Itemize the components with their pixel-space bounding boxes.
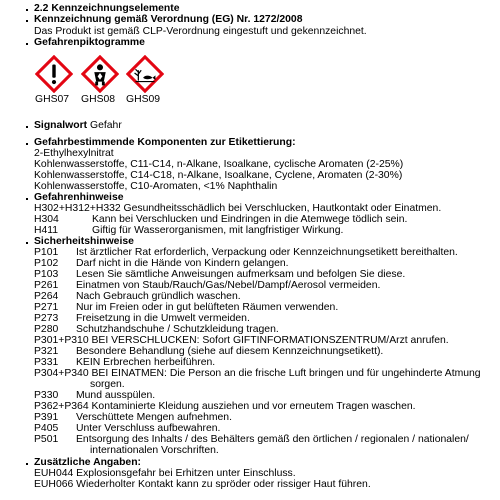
precaution-statement	[34, 423, 221, 435]
precaution-code: P102	[34, 258, 59, 269]
hazard-statement	[34, 214, 408, 226]
precaution-text: Nach Gebrauch gründlich waschen.	[76, 291, 241, 302]
bullet	[26, 43, 28, 45]
precaution-text: Einatmen von Staub/Rauch/Gas/Nebel/Dampf/Aerosol vermeiden.	[76, 280, 381, 291]
regulation-note: Das Produkt ist gemäß CLP-Verordnung eingestuft und gekennzeichnet.	[34, 26, 367, 37]
precaution-statement	[34, 412, 232, 424]
precaution-statement	[34, 434, 469, 446]
health-hazard-icon	[81, 55, 119, 93]
precaution-text: KEIN Erbrechen herbeiführen.	[76, 357, 216, 368]
precaution-statement: P362+P364 Kontaminierte Kleidung ausziehen und vor erneutem Tragen waschen.	[34, 401, 416, 412]
hazard-code: H304	[34, 214, 59, 225]
precaution-heading: Sicherheitshinweise	[34, 236, 134, 247]
hazard-code: H411	[34, 225, 59, 236]
bullet	[26, 20, 28, 22]
bullet	[26, 143, 28, 145]
additional-item: EUH066 Wiederholter Kontakt kann zu spröder oder rissiger Haut führen.	[34, 479, 371, 490]
precaution-statement	[34, 269, 406, 281]
hazard-statement: H302+H312+H332 Gesundheitsschädlich bei Verschlucken, Hautkontakt oder Einatmen.	[34, 203, 442, 214]
precaution-code: P405	[34, 423, 59, 434]
hazard-statement	[34, 225, 344, 237]
precaution-text: Schutzhandschuhe / Schutzkleidung tragen.	[76, 324, 279, 335]
component-item: Kohlenwasserstoffe, C11-C14, n-Alkane, Isoalkane, cyclische Aromaten (2-25%)	[34, 159, 404, 170]
precaution-code: P101	[34, 247, 59, 258]
precaution-statement	[34, 247, 458, 259]
environment-icon	[126, 55, 164, 93]
precaution-code: P330	[34, 390, 59, 401]
precaution-statement	[34, 390, 156, 402]
bullet	[26, 198, 28, 200]
section-title: 2.2 Kennzeichnungselemente	[34, 3, 180, 14]
precaution-statement	[34, 258, 289, 270]
precaution-continuation: sorgen.	[90, 379, 125, 390]
bullet	[26, 126, 28, 128]
precaution-code: P391	[34, 412, 59, 423]
bullet	[26, 463, 28, 465]
precaution-statement: P301+P310 BEI VERSCHLUCKEN: Sofort GIFTINFORMATIONSZENTRUM/Arzt anrufen.	[34, 335, 449, 346]
precaution-code: P280	[34, 324, 59, 335]
precaution-text: Verschüttete Mengen aufnehmen.	[76, 412, 232, 423]
precaution-text: Entsorgung des Inhalts / des Behälters gemäß den örtlichen / regionalen / nationalen/	[76, 434, 469, 445]
signal-word-value: Gefahr	[90, 120, 122, 131]
precaution-statement	[34, 291, 241, 303]
hazard-heading: Gefahrenhinweise	[34, 192, 124, 203]
precaution-statement	[34, 280, 381, 292]
precaution-text: Freisetzung in die Umwelt vermeiden.	[76, 313, 250, 324]
hazard-text: Kann bei Verschlucken und Eindringen in die Atemwege tödlich sein.	[92, 214, 408, 225]
pictogram-label-ghs08: GHS08	[81, 94, 116, 105]
exclamation-mark-icon	[35, 55, 73, 93]
bullet	[26, 9, 28, 11]
pictograms-heading: Gefahrenpiktogramme	[34, 37, 145, 48]
hazard-text: Giftig für Wasserorganismen, mit langfristiger Wirkung.	[92, 225, 344, 236]
precaution-code: P321	[34, 346, 59, 357]
precaution-text: Nur im Freien oder in gut belüfteten Räumen verwenden.	[76, 302, 339, 313]
component-item: Kohlenwasserstoffe, C10-Aromaten, <1% Naphthalin	[34, 181, 278, 192]
precaution-code: P271	[34, 302, 59, 313]
precaution-text: Besondere Behandlung (siehe auf diesem Kennzeichnungsetikett).	[76, 346, 384, 357]
signal-word	[34, 120, 122, 132]
precaution-statement	[34, 313, 250, 325]
precaution-text: Mund ausspülen.	[76, 390, 156, 401]
additional-heading: Zusätzliche Angaben:	[34, 457, 141, 468]
pictogram-label-ghs09: GHS09	[126, 94, 161, 105]
precaution-text: Lesen Sie sämtliche Anweisungen aufmerksam und befolgen Sie diese.	[76, 269, 406, 280]
precaution-text: Unter Verschluss aufbewahren.	[76, 423, 221, 434]
pictogram-row	[26, 54, 206, 106]
precaution-continuation: internationalen Vorschriften.	[90, 445, 219, 456]
precaution-statement	[34, 324, 279, 336]
precaution-statement	[34, 302, 339, 314]
precaution-statement	[34, 346, 384, 358]
precaution-code: P261	[34, 280, 59, 291]
precaution-text: Darf nicht in die Hände von Kindern gelangen.	[76, 258, 289, 269]
components-heading: Gefahrbestimmende Komponenten zur Etikettierung:	[34, 137, 296, 148]
precaution-code: P501	[34, 434, 59, 445]
signal-word-label: Signalwort	[34, 120, 88, 131]
additional-item: EUH044 Explosionsgefahr bei Erhitzen unter Einschluss.	[34, 468, 296, 479]
precaution-code: P273	[34, 313, 59, 324]
precaution-statement: P304+P340 BEI EINATMEN: Die Person an die frische Luft bringen und für ungehinderte Atmung	[34, 368, 481, 379]
precaution-code: P264	[34, 291, 59, 302]
precaution-text: Ist ärztlicher Rat erforderlich, Verpackung oder Kennzeichnungsetikett bereithalten.	[76, 247, 458, 258]
regulation-heading: Kennzeichnung gemäß Verordnung (EG) Nr. 1272/2008	[34, 14, 303, 25]
component-item: Kohlenwasserstoffe, C14-C18, n-Alkane, Isoalkane, Cyclene, Aromaten (2-30%)	[34, 170, 403, 181]
pictogram-label-ghs07: GHS07	[35, 94, 70, 105]
precaution-code: P331	[34, 357, 59, 368]
precaution-code: P103	[34, 269, 59, 280]
bullet	[26, 242, 28, 244]
precaution-statement	[34, 357, 216, 369]
component-item: 2-Ethylhexylnitrat	[34, 148, 114, 159]
